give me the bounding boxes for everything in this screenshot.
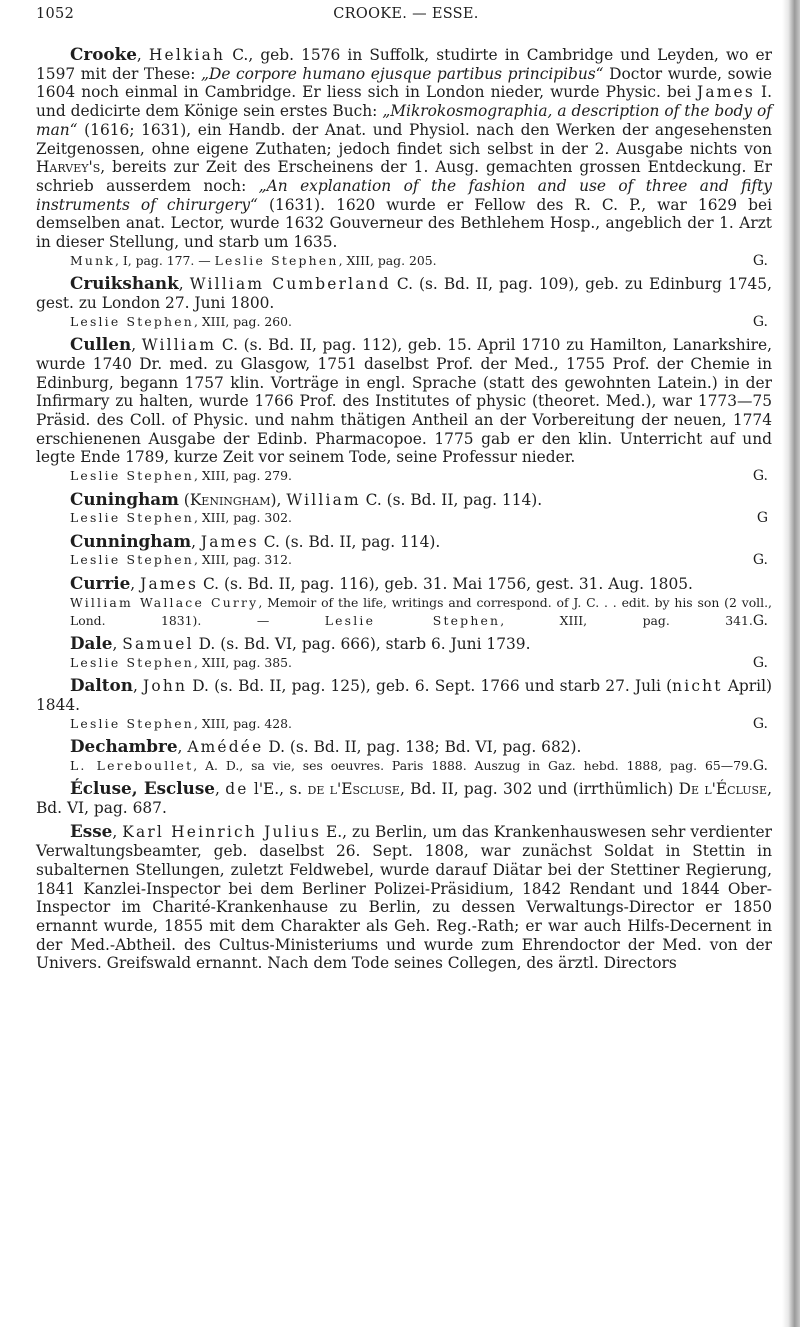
- entry-text-segment: William Cumberland: [189, 275, 391, 294]
- entry-text-segment: William: [286, 490, 361, 509]
- entry-headword: Dale: [70, 633, 113, 654]
- entry: [36, 574, 772, 630]
- entry-headword: Cruikshank: [70, 273, 179, 294]
- entry-text-segment: ,: [178, 275, 190, 294]
- reference-segment: , XIII, pag. 385.: [193, 654, 292, 670]
- entry-text-segment: Helkiah: [148, 46, 226, 64]
- entry-text-segment: James: [696, 83, 755, 102]
- author-signature: G.: [752, 252, 768, 269]
- entry: [36, 822, 772, 973]
- entry-headword: Cullen: [70, 334, 132, 355]
- entry-text-segment: April) 1844.: [36, 677, 772, 715]
- reference-segment: Munk: [70, 252, 115, 268]
- entry: [36, 676, 772, 732]
- entry-body: [36, 634, 772, 654]
- page-header: [36, 6, 776, 30]
- entry-text-segment: De l'Écluse: [678, 780, 768, 799]
- entry-reference: [70, 594, 772, 630]
- entry: [36, 634, 772, 672]
- entry-headword: Esse: [70, 821, 113, 842]
- reference-citation: [70, 252, 437, 270]
- author-signature: G.: [752, 654, 768, 671]
- reference-segment: Leslie Stephen: [70, 313, 194, 329]
- entry-headword: Cunningham: [70, 530, 192, 551]
- entry: [36, 45, 772, 270]
- entry-text-segment: C. (s. Bd. II, pag. 112), geb. 15. April 1710 zu Hamilton, Lanarkshire, wurde 1740 Dr. med. zu Glasgow, 1751 daselbst Prof. der Med., 1755 Prof. der Chemie in Edinburg, begann 1757 klin. Vorträge in engl. Sprache (statt des gewohnten Latein.) in der Infirmary zu halten, wurde 1766 Prof. des Institutes of physic (theoret. Med.), war 1773—75 Präsid. des Coll. of Physic. und nahm thätigen Antheil an der Vorbereitung der neuen, 1774 erschienenen Ausgabe der Edinb. Pharmacopoe. 1775 gab er den klin. Unterricht auf und legte Ende 1789, kurze Zeit vor seinem Tode, seine Professur nieder.: [36, 336, 772, 467]
- entry-reference: [70, 715, 772, 733]
- entry-text-segment: (: [178, 490, 190, 509]
- entry: [36, 779, 772, 817]
- entry-text-segment: D. (s. Bd. VI, pag. 666), starb 6. Juni 1739.: [193, 635, 531, 654]
- entry-text-segment: nicht: [672, 677, 723, 696]
- entry-text-segment: „De corpore humano ejusque partibus principibus“: [201, 64, 604, 83]
- page-edge-shadow: [782, 0, 800, 1327]
- author-signature: G.: [752, 468, 768, 485]
- entry-text-segment: C., geb. 1576 in Suffolk, studirte in Cambridge und Leyden, wo er 1597 mit der These:: [36, 46, 772, 83]
- entry-headword: Écluse, Escluse: [70, 778, 215, 799]
- entry-text-segment: E., zu Berlin, um das Krankenhauswesen sehr verdienter Verwaltungsbeamter, geb. daselbst 26. Sept. 1808, war zunächst Soldat in Stettin in subalternen Stellungen, zuletzt Feldwebel, wurde darauf Diätar bei der Stettiner Regierung, 1841 Kanzlei-Inspector bei dem Berliner Polizei-Präsidium, 1842 Rendant und 1844 Ober-Inspector im Charité-Krankenhause zu Berlin, zu dessen Verwaltungs-Director er 1850 ernannt wurde, 1855 mit dem Charakter als Geh. Reg.-Rath; er war auch Hilfs-Decernent in der Med.-Abtheil. des Cultus-Ministeriums und wurde zum Ehrendoctor der Med. von der Univers. Greifswald ernannt. Nach dem Tode seines Collegen, des ärztl. Directors: [36, 823, 772, 973]
- entry-text-segment: ,: [112, 823, 123, 842]
- entry-text-segment: C. (s. Bd. II, pag. 114).: [360, 490, 543, 509]
- entry-text-segment: „Mikrokosmographia, a description of the body of man“: [36, 102, 772, 139]
- entry-text-segment: Samuel: [122, 635, 194, 654]
- entry: [36, 532, 772, 570]
- reference-segment: , Memoir of the life, writings and correspond. of J. C. . . edit. by his son (2 voll., Lond. 1831). —: [70, 594, 772, 628]
- entry-text-segment: (1616; 1631), ein Handb. der Anat. und Physiol. nach den Werken der angesehensten Zeitgenossen, ohne eigene Zuthaten; jedoch findet sich selbst in der 2. Ausgabe nichts von: [36, 120, 772, 158]
- entry-reference: [70, 509, 772, 527]
- reference-citation: [70, 715, 292, 733]
- entry-text-segment: C. (s. Bd. II, pag. 116), geb. 31. Mai 1756, gest. 31. Aug. 1805.: [198, 574, 693, 593]
- entry-text-segment: , bereits zur Zeit des Erscheinens der 1. Ausg. gemachten grossen Entdeckung. Er schrieb ausserdem noch:: [36, 158, 772, 195]
- entry-text-segment: I. und dedicirte dem Könige sein erstes Buch:: [36, 83, 772, 121]
- entry-text-segment: Amédée: [187, 738, 264, 757]
- entry-body: [36, 676, 772, 714]
- entry-text-segment: ,: [112, 635, 123, 654]
- author-signature: G.: [752, 715, 768, 732]
- entry-reference: [70, 467, 772, 485]
- dictionary-text: [36, 45, 772, 978]
- reference-citation: [70, 758, 753, 773]
- reference-segment: L. Lereboullet: [70, 757, 194, 773]
- reference-segment: Leslie Stephen: [70, 468, 194, 484]
- entry-text-segment: de l'Escluse: [307, 780, 400, 799]
- entry-text-segment: John: [143, 677, 188, 696]
- reference-citation: [70, 595, 772, 628]
- entry-text-segment: D. (s. Bd. II, pag. 125), geb. 6. Sept. 1766 und starb 27. Juli (: [187, 677, 673, 696]
- entry: [36, 274, 772, 330]
- entry-reference: [70, 757, 772, 775]
- reference-segment: , XIII, pag. 205.: [338, 252, 437, 268]
- reference-segment: , XIII, pag. 260.: [193, 313, 292, 329]
- reference-segment: , XIII, pag. 341.: [500, 612, 753, 628]
- entry-text-segment: ,: [214, 780, 226, 799]
- entry-reference: [70, 313, 772, 331]
- entry-body: [36, 490, 772, 510]
- entry-body: [36, 274, 772, 312]
- reference-segment: , A. D., sa vie, ses oeuvres. Paris 1888. Auszug in Gaz. hebd. 1888, pag. 65—79.: [193, 757, 753, 773]
- reference-segment: Leslie Stephen: [70, 510, 194, 526]
- entry-body: [36, 737, 772, 757]
- entry-body: [36, 335, 772, 467]
- author-signature: G: [756, 510, 768, 527]
- running-title: CROOKE. — ESSE.: [333, 6, 479, 22]
- reference-citation: [70, 467, 292, 485]
- entry-text-segment: ,: [136, 46, 149, 64]
- entry-reference: [70, 252, 772, 270]
- entry-text-segment: William: [141, 336, 217, 355]
- entry: [36, 737, 772, 775]
- reference-segment: , I, pag. 177. —: [114, 252, 215, 268]
- entry-text-segment: James: [140, 574, 199, 593]
- reference-segment: Leslie Stephen: [324, 612, 501, 628]
- reference-citation: [70, 509, 292, 527]
- reference-segment: William Wallace Curry: [70, 594, 259, 610]
- entry-body: [36, 822, 772, 973]
- author-signature: G.: [752, 552, 768, 569]
- entry-headword: Crooke: [70, 44, 137, 64]
- entry-headword: Dechambre: [70, 736, 178, 757]
- author-signature: G.: [752, 757, 768, 774]
- reference-segment: Leslie Stephen: [70, 715, 194, 731]
- entry-text-segment: ,: [191, 532, 201, 551]
- entry-text-segment: Karl Heinrich Julius: [122, 823, 322, 842]
- entry-text-segment: Doctor wurde, sowie 1604 noch einmal in Cambridge. Er liess sich in London nieder, wurde Physic. bei: [36, 64, 772, 102]
- entry-text-segment: ,: [177, 738, 188, 757]
- entry-text-segment: , Bd. II, pag. 302 und (irrthümlich): [399, 780, 679, 799]
- entry-text-segment: Keningham: [189, 490, 271, 509]
- entry-body: [36, 532, 772, 552]
- author-signature: G.: [752, 612, 768, 629]
- entry-text-segment: (1631). 1620 wurde er Fellow des R. C. P., war 1629 bei demselben anat. Lector, wurde 1632 Gouverneur des Bethlehem Hosp., angeblich der 1. Arzt in dieser Stellung, und starb um 1635.: [36, 195, 773, 252]
- entry-text-segment: Harvey's: [36, 158, 101, 177]
- reference-segment: Leslie Stephen: [70, 654, 194, 670]
- reference-segment: , XIII, pag. 279.: [193, 468, 292, 484]
- entry-headword: Cuningham: [70, 488, 179, 509]
- entry-reference: [70, 551, 772, 569]
- entry-headword: Currie: [70, 572, 131, 593]
- entry-text-segment: ),: [270, 490, 287, 509]
- reference-citation: [70, 654, 292, 672]
- entry-text-segment: ,: [132, 677, 144, 696]
- entry-reference: [70, 654, 772, 672]
- entry-text-segment: C. (s. Bd. II, pag. 114).: [258, 532, 441, 551]
- reference-segment: , XIII, pag. 428.: [193, 715, 292, 731]
- entry-text-segment: James: [200, 532, 259, 551]
- entry-headword: Dalton: [70, 675, 133, 696]
- entry-text-segment: de: [225, 780, 249, 799]
- entry-text-segment: D. (s. Bd. II, pag. 138; Bd. VI, pag. 682).: [263, 738, 582, 757]
- page-number: 1052: [36, 6, 75, 22]
- entry-text-segment: ,: [131, 336, 142, 355]
- entry-text-segment: „An explanation of the fashion and use of three and fifty instruments of chirurgery“: [36, 176, 772, 214]
- entry-body: [36, 45, 772, 252]
- reference-citation: [70, 551, 292, 569]
- entry-text-segment: C. (s. Bd. II, pag. 109), geb. zu Edinburg 1745, gest. zu London 27. Juni 1800.: [36, 275, 772, 312]
- entry-text-segment: , Bd. VI, pag. 687.: [36, 780, 772, 818]
- entry: [36, 490, 772, 528]
- reference-citation: [70, 313, 292, 331]
- author-signature: G.: [752, 313, 768, 330]
- entry-body: [36, 779, 772, 817]
- entry: [36, 335, 772, 485]
- reference-segment: , XIII, pag. 302.: [193, 510, 292, 526]
- reference-segment: Leslie Stephen: [70, 552, 194, 568]
- entry-text-segment: ,: [130, 574, 141, 593]
- entry-body: [36, 574, 772, 594]
- entry-text-segment: l'E., s.: [248, 780, 308, 799]
- reference-segment: Leslie Stephen: [214, 252, 339, 268]
- reference-segment: , XIII, pag. 312.: [193, 552, 292, 568]
